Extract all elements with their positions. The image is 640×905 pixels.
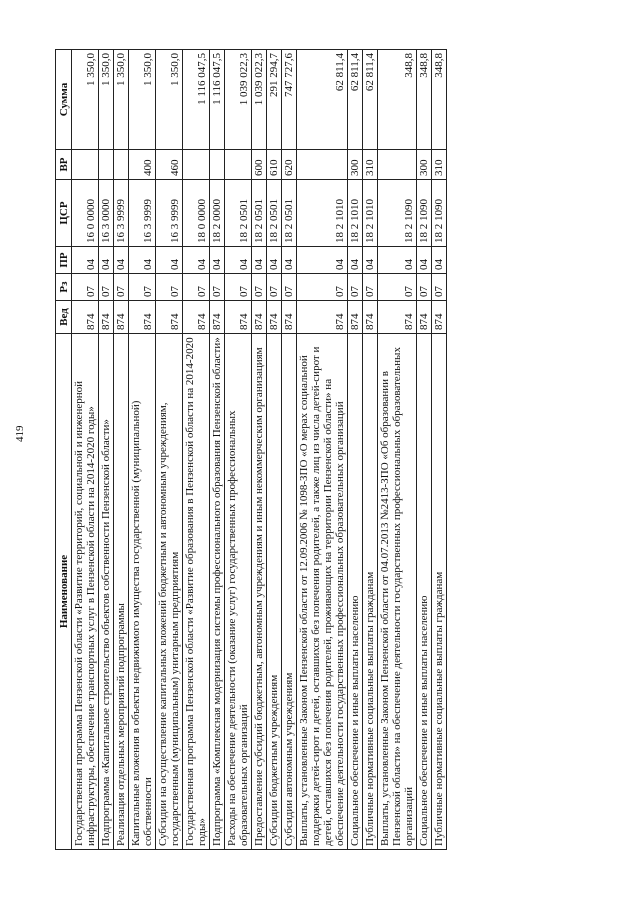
row-ved: 874 [297, 301, 348, 334]
row-rz: 07 [114, 274, 129, 301]
table-row [210, 50, 225, 850]
row-name: Публичные нормативные социальные выплаты гражданам [363, 334, 378, 850]
row-csr: 16 3 0000 [99, 180, 114, 247]
row-ved: 874 [129, 301, 156, 334]
row-vr: 310 [363, 150, 378, 180]
row-pr: 04 [252, 247, 267, 274]
row-rz: 07 [129, 274, 156, 301]
row-name: Социальное обеспечение и иные выплаты населению [348, 334, 363, 850]
row-ved: 874 [225, 301, 252, 334]
row-pr: 04 [72, 247, 99, 274]
row-name: Выплаты, установленные Законом Пензенской области от 04.07.2013 №2413-ЗПО «Об образовании в Пензенской области» на обеспечение деятельности государственных профессиональных образовательных организаций [378, 334, 417, 850]
row-ved: 874 [378, 301, 417, 334]
row-sum: 291 294,7 [267, 50, 282, 150]
row-pr: 04 [282, 247, 297, 274]
row-vr [210, 150, 225, 180]
row-name: Капитальные вложения в объекты недвижимого имущества государственной (муниципальной) собственности [129, 334, 156, 850]
row-pr: 04 [225, 247, 252, 274]
row-ved: 874 [348, 301, 363, 334]
row-sum: 1 039 022,3 [225, 50, 252, 150]
table-row [432, 50, 447, 850]
row-sum: 1 116 047,5 [183, 50, 210, 150]
row-csr: 18 2 1090 [378, 180, 417, 247]
row-ved: 874 [72, 301, 99, 334]
row-sum: 1 039 022,3 [252, 50, 267, 150]
row-csr: 18 2 1010 [297, 180, 348, 247]
row-sum: 1 116 047,5 [210, 50, 225, 150]
row-pr: 04 [156, 247, 183, 274]
row-name: Реализация отдельных мероприятий подпрограммы [114, 334, 129, 850]
row-rz: 07 [348, 274, 363, 301]
row-vr [183, 150, 210, 180]
row-sum: 348,8 [432, 50, 447, 150]
table-row [348, 50, 363, 850]
table-row [378, 50, 417, 850]
rotated-table-container [55, 50, 607, 850]
row-ved: 874 [267, 301, 282, 334]
header-sum: Сумма [56, 50, 72, 150]
row-rz: 07 [156, 274, 183, 301]
row-rz: 07 [252, 274, 267, 301]
header-csr: ЦСР [56, 180, 72, 247]
row-pr: 04 [417, 247, 432, 274]
table-row [129, 50, 156, 850]
row-ved: 874 [210, 301, 225, 334]
row-pr: 04 [378, 247, 417, 274]
table-row [114, 50, 129, 850]
row-vr [72, 150, 99, 180]
row-sum: 348,8 [378, 50, 417, 150]
row-rz: 07 [225, 274, 252, 301]
row-pr: 04 [129, 247, 156, 274]
row-name: Расходы на обеспечение деятельности (оказание услуг) государственных профессиональных образовательных организаций [225, 334, 252, 850]
table-row [225, 50, 252, 850]
row-ved: 874 [252, 301, 267, 334]
row-rz: 07 [210, 274, 225, 301]
row-pr: 04 [363, 247, 378, 274]
row-sum: 747 727,6 [282, 50, 297, 150]
header-ved: Вед [56, 301, 72, 334]
row-ved: 874 [156, 301, 183, 334]
row-vr: 300 [417, 150, 432, 180]
row-csr: 18 2 0501 [267, 180, 282, 247]
row-pr: 04 [210, 247, 225, 274]
row-name: Предоставление субсидий бюджетным, автономным учреждениям и иным некоммерческим организациям [252, 334, 267, 850]
row-vr: 300 [348, 150, 363, 180]
row-rz: 07 [267, 274, 282, 301]
row-csr: 18 2 1090 [432, 180, 447, 247]
row-vr [378, 150, 417, 180]
row-vr: 610 [267, 150, 282, 180]
row-rz: 07 [72, 274, 99, 301]
header-rz: Рз [56, 274, 72, 301]
row-ved: 874 [282, 301, 297, 334]
row-name: Подпрограмма «Капитальное строительство объектов собственности Пензенской области» [99, 334, 114, 850]
row-name: Социальное обеспечение и иные выплаты населению [417, 334, 432, 850]
page-number: 419 [14, 425, 26, 442]
row-name: Государственная программа Пензенской области «Развитие территорий, социальной и инженерной инфраструктуры, обеспечение транспортных услуг в Пензенской области на 2014-2020 годы» [72, 334, 99, 850]
row-vr [114, 150, 129, 180]
header-pr: ПР [56, 247, 72, 274]
row-csr: 18 2 0501 [225, 180, 252, 247]
row-pr: 04 [432, 247, 447, 274]
row-sum: 1 350,0 [156, 50, 183, 150]
row-name: Подпрограмма «Комплексная модернизация системы профессионального образования Пензенской области» [210, 334, 225, 850]
table-row [297, 50, 348, 850]
row-name: Выплаты, установленные Законом Пензенской области от 12.09.2006 № 1098-ЗПО «О мерах социальной поддержки детей-сирот и детей, оставшихся без попечения родителей, а также лиц из числа детей-сирот и детей, оставшихся без попечения родителей, проживающих на территории Пензенской области» на обеспечение деятельности государственных профессиональных образовательных организаций [297, 334, 348, 850]
row-csr: 18 2 0501 [282, 180, 297, 247]
header-vr: ВР [56, 150, 72, 180]
row-sum: 1 350,0 [129, 50, 156, 150]
row-csr: 18 2 1010 [363, 180, 378, 247]
table-row [363, 50, 378, 850]
row-vr: 460 [156, 150, 183, 180]
row-sum: 62 811,4 [348, 50, 363, 150]
row-rz: 07 [297, 274, 348, 301]
row-pr: 04 [183, 247, 210, 274]
header-name: Наименование [56, 334, 72, 850]
table-row [99, 50, 114, 850]
row-ved: 874 [417, 301, 432, 334]
row-sum: 62 811,4 [297, 50, 348, 150]
row-rz: 07 [282, 274, 297, 301]
row-ved: 874 [183, 301, 210, 334]
row-rz: 07 [99, 274, 114, 301]
row-csr: 16 3 9999 [129, 180, 156, 247]
row-rz: 07 [417, 274, 432, 301]
budget-table [55, 49, 447, 850]
table-row [267, 50, 282, 850]
row-csr: 18 2 0501 [252, 180, 267, 247]
row-name: Публичные нормативные социальные выплаты гражданам [432, 334, 447, 850]
table-body [72, 50, 447, 850]
row-vr [297, 150, 348, 180]
row-vr: 620 [282, 150, 297, 180]
header-row [56, 50, 72, 850]
row-pr: 04 [114, 247, 129, 274]
table-row [252, 50, 267, 850]
row-sum: 1 350,0 [99, 50, 114, 150]
row-sum: 348,8 [417, 50, 432, 150]
row-ved: 874 [99, 301, 114, 334]
table-row [417, 50, 432, 850]
row-rz: 07 [432, 274, 447, 301]
row-pr: 04 [99, 247, 114, 274]
row-vr [99, 150, 114, 180]
row-vr: 310 [432, 150, 447, 180]
row-pr: 04 [348, 247, 363, 274]
row-rz: 07 [363, 274, 378, 301]
row-vr: 600 [252, 150, 267, 180]
row-pr: 04 [267, 247, 282, 274]
row-name: Государственная программа Пензенской области «Развитие образования в Пензенской области на 2014-2020 годы» [183, 334, 210, 850]
table-row [156, 50, 183, 850]
row-csr: 18 2 0000 [210, 180, 225, 247]
row-name: Субсидии автономным учреждениям [282, 334, 297, 850]
row-name: Субсидии бюджетным учреждениям [267, 334, 282, 850]
row-csr: 16 0 0000 [72, 180, 99, 247]
table-row [282, 50, 297, 850]
row-rz: 07 [378, 274, 417, 301]
row-sum: 1 350,0 [72, 50, 99, 150]
row-ved: 874 [114, 301, 129, 334]
row-csr: 18 0 0000 [183, 180, 210, 247]
row-name: Субсидии на осуществление капитальных вложений бюджетным и автономным учреждениям, государственным (муниципальным) унитарным предприятиям [156, 334, 183, 850]
row-vr: 400 [129, 150, 156, 180]
row-pr: 04 [297, 247, 348, 274]
row-csr: 18 2 1010 [348, 180, 363, 247]
row-csr: 18 2 1090 [417, 180, 432, 247]
row-vr [225, 150, 252, 180]
table-row [183, 50, 210, 850]
row-sum: 62 811,4 [363, 50, 378, 150]
row-csr: 16 3 9999 [114, 180, 129, 247]
row-ved: 874 [363, 301, 378, 334]
row-sum: 1 350,0 [114, 50, 129, 150]
row-ved: 874 [432, 301, 447, 334]
row-csr: 16 3 9999 [156, 180, 183, 247]
row-rz: 07 [183, 274, 210, 301]
table-row [72, 50, 99, 850]
